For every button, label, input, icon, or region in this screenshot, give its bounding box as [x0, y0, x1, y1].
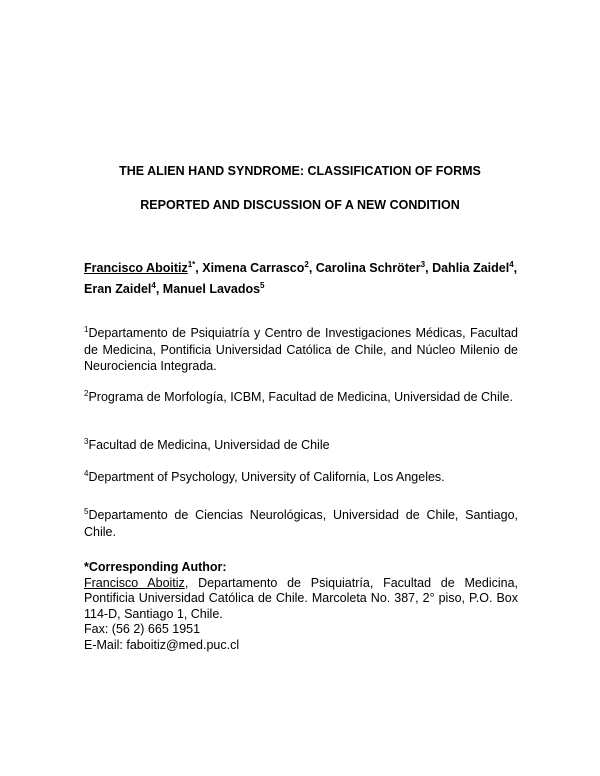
affiliation-5 [84, 507, 518, 540]
author-name: Ximena Carrasco [202, 261, 305, 275]
corresponding-fax: Fax: (56 2) 665 1951 [84, 622, 201, 636]
author-superscript: 5 [260, 281, 265, 290]
author-name: Manuel Lavados [162, 282, 261, 296]
author-separator: , [308, 261, 316, 275]
affiliation-text: Departamento de Ciencias Neurológicas, Universidad de Chile, Santiago, Chile. [84, 508, 518, 539]
affiliation-superscript: 5 [84, 507, 89, 516]
affiliation-superscript: 3 [84, 437, 89, 446]
author-superscript: 4 [509, 260, 514, 269]
affiliation-superscript: 2 [84, 389, 89, 398]
affiliation-2 [84, 389, 518, 406]
author-separator: , [155, 282, 163, 296]
author-separator: , [195, 261, 203, 275]
affiliation-4 [84, 469, 518, 486]
author-superscript: 1* [187, 260, 196, 269]
affiliation-text: Departamento de Psiquiatría y Centro de Investigaciones Médicas, Facultad de Medicina, Pontificia Universidad Católica de Chile, and Núcleo Milenio de Neurociencia Integrada. [84, 326, 518, 373]
corresponding-author-block [84, 560, 518, 653]
author-name: Dahlia Zaidel [432, 261, 510, 275]
affiliation-text: Department of Psychology, University of California, Los Angeles. [88, 470, 445, 484]
affiliation-text: Programa de Morfología, ICBM, Facultad de Medicina, Universidad de Chile. [88, 390, 513, 404]
affiliation-1 [84, 325, 518, 375]
author-name: Eran Zaidel [84, 282, 152, 296]
author-superscript: 2 [304, 260, 309, 269]
paper-title-line-2: REPORTED AND DISCUSSION OF A NEW CONDITION [140, 198, 460, 212]
author-name: Francisco Aboitiz [84, 261, 188, 275]
author-separator: , [513, 261, 518, 275]
author-name: Carolina Schröter [315, 261, 421, 275]
paper-title-line-1: THE ALIEN HAND SYNDROME: CLASSIFICATION OF FORMS [119, 164, 481, 178]
corresponding-heading: *Corresponding Author: [84, 560, 227, 574]
corresponding-name: Francisco Aboitiz [84, 575, 185, 590]
affiliation-text: Facultad de Medicina, Universidad de Chile [88, 438, 330, 452]
affiliation-superscript: 4 [84, 469, 89, 478]
corresponding-address [84, 576, 518, 623]
corresponding-email: E-Mail: faboitiz@med.puc.cl [84, 637, 240, 652]
affiliation-superscript: 1 [84, 325, 89, 334]
author-separator: , [425, 261, 433, 275]
author-list [84, 258, 518, 300]
corresponding-address-text: , Departamento de Psiquiatría, Facultad de Medicina, Pontificia Universidad Católica de Chile. Marcoleta No. 387, 2° piso, P.O. Box 114-D, Santiago 1, Chile. [84, 575, 519, 621]
author-superscript: 3 [420, 260, 426, 269]
author-superscript: 4 [151, 281, 156, 290]
affiliation-3 [84, 437, 518, 454]
